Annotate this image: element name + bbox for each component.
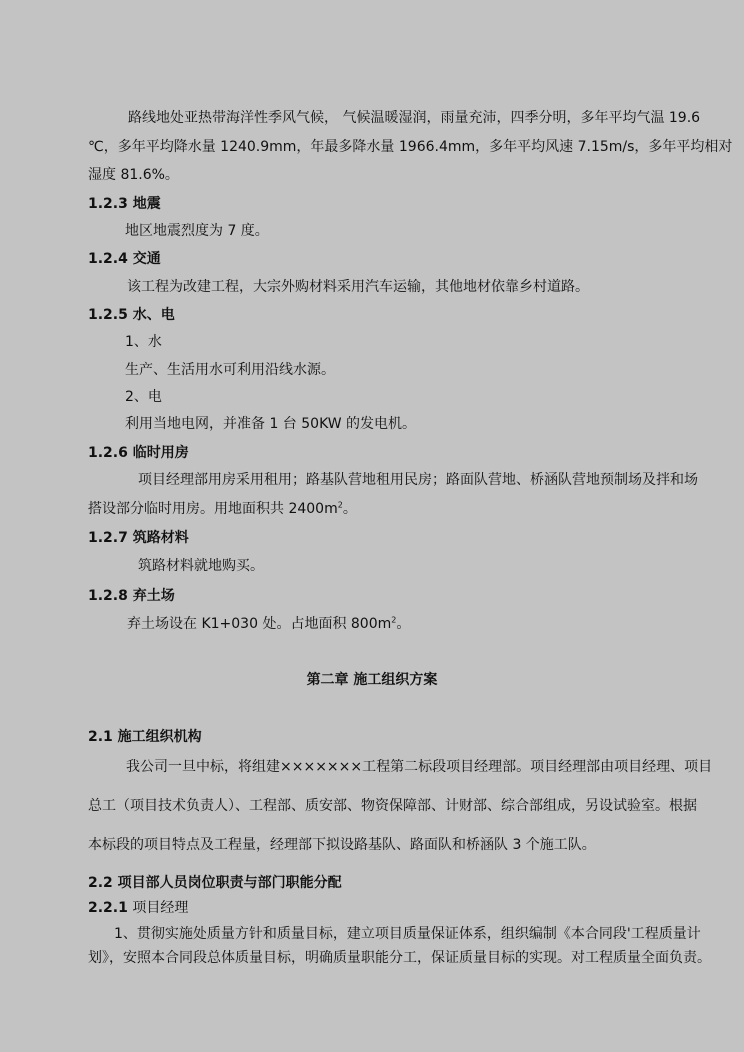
earthquake-text: 地区地震烈度为 7 度。	[125, 223, 269, 239]
organization-line-1: 我公司一旦中标，将组建×××××××工程第二标段项目经理部。项目经理部由项目经理、项目	[126, 759, 713, 775]
section-heading-2-2: 2.2 项目部人员岗位职责与部门职能分配	[88, 875, 342, 891]
manager-duty-line-1: 1、贯彻实施处质量方针和质量目标，建立项目质量保证体系，组织编制《本合同段'工程质量计	[114, 926, 701, 942]
climate-line-1: 路线地处亚热带海洋性季风气候， 气候温暖湿润，雨量充沛，四季分明，多年平均气温 19.6	[128, 110, 701, 126]
spoil-site-end: 。	[396, 616, 411, 632]
water-item-text: 生产、生活用水可利用沿线水源。	[125, 362, 335, 378]
power-item-text: 利用当地电网，并准备 1 台 50KW 的发电机。	[125, 416, 417, 432]
section-heading-2-1: 2.1 施工组织机构	[88, 729, 202, 745]
power-item-label: 2、电	[125, 389, 162, 405]
organization-line-2: 总工（项目技术负责人）、工程部、质安部、物资保障部、计财部、综合部组成，另设试验室。根据	[88, 798, 697, 814]
section-heading-1-2-3: 1.2.3 地震	[88, 196, 161, 212]
section-heading-1-2-4: 1.2.4 交通	[88, 251, 161, 267]
section-heading-2-2-1	[88, 898, 666, 918]
housing-line-2-text: 搭设部分临时用房。用地面积共 2400m	[88, 501, 338, 517]
climate-line-2: ℃，多年平均降水量 1240.9mm，年最多降水量 1966.4mm，多年平均风速 7.15m/s，多年平均相对	[88, 139, 733, 155]
housing-line-1: 项目经理部用房采用租用；路基队营地租用民房；路面队营地、桥涵队营地预制场及拌和场	[138, 472, 698, 488]
section-heading-1-2-7: 1.2.7 筑路材料	[88, 530, 189, 546]
organization-line-3: 本标段的项目特点及工程量，经理部下拟设路基队、路面队和桥涵队 3 个施工队。	[88, 837, 596, 853]
spoil-site-main: 弃土场设在 K1+030 处。占地面积 800m	[127, 616, 392, 632]
chapter-2-title: 第二章 施工组织方案	[306, 672, 438, 688]
water-item-label: 1、水	[125, 334, 162, 350]
housing-area-superscript: 2	[337, 500, 343, 510]
housing-line-2-end: 。	[342, 501, 357, 517]
spoil-site-text	[127, 614, 705, 634]
traffic-text: 该工程为改建工程，大宗外购材料采用汽车运输，其他地材依靠乡村道路。	[127, 279, 589, 295]
section-title-2-2-1: 项目经理	[127, 900, 189, 916]
section-heading-1-2-6: 1.2.6 临时用房	[88, 445, 189, 461]
section-heading-1-2-5: 1.2.5 水、电	[88, 307, 175, 323]
section-heading-1-2-8: 1.2.8 弃土场	[88, 588, 175, 604]
climate-line-3: 湿度 81.6%。	[88, 167, 179, 183]
materials-text: 筑路材料就地购买。	[138, 558, 264, 574]
spoil-area-superscript: 2	[391, 615, 397, 625]
manager-duty-line-2: 划》，安照本合同段总体质量目标，明确质量职能分工，保证质量目标的实现。对工程质量全面负责。	[88, 950, 711, 966]
section-number-2-2-1: 2.2.1	[88, 900, 128, 916]
housing-line-2	[88, 499, 666, 519]
